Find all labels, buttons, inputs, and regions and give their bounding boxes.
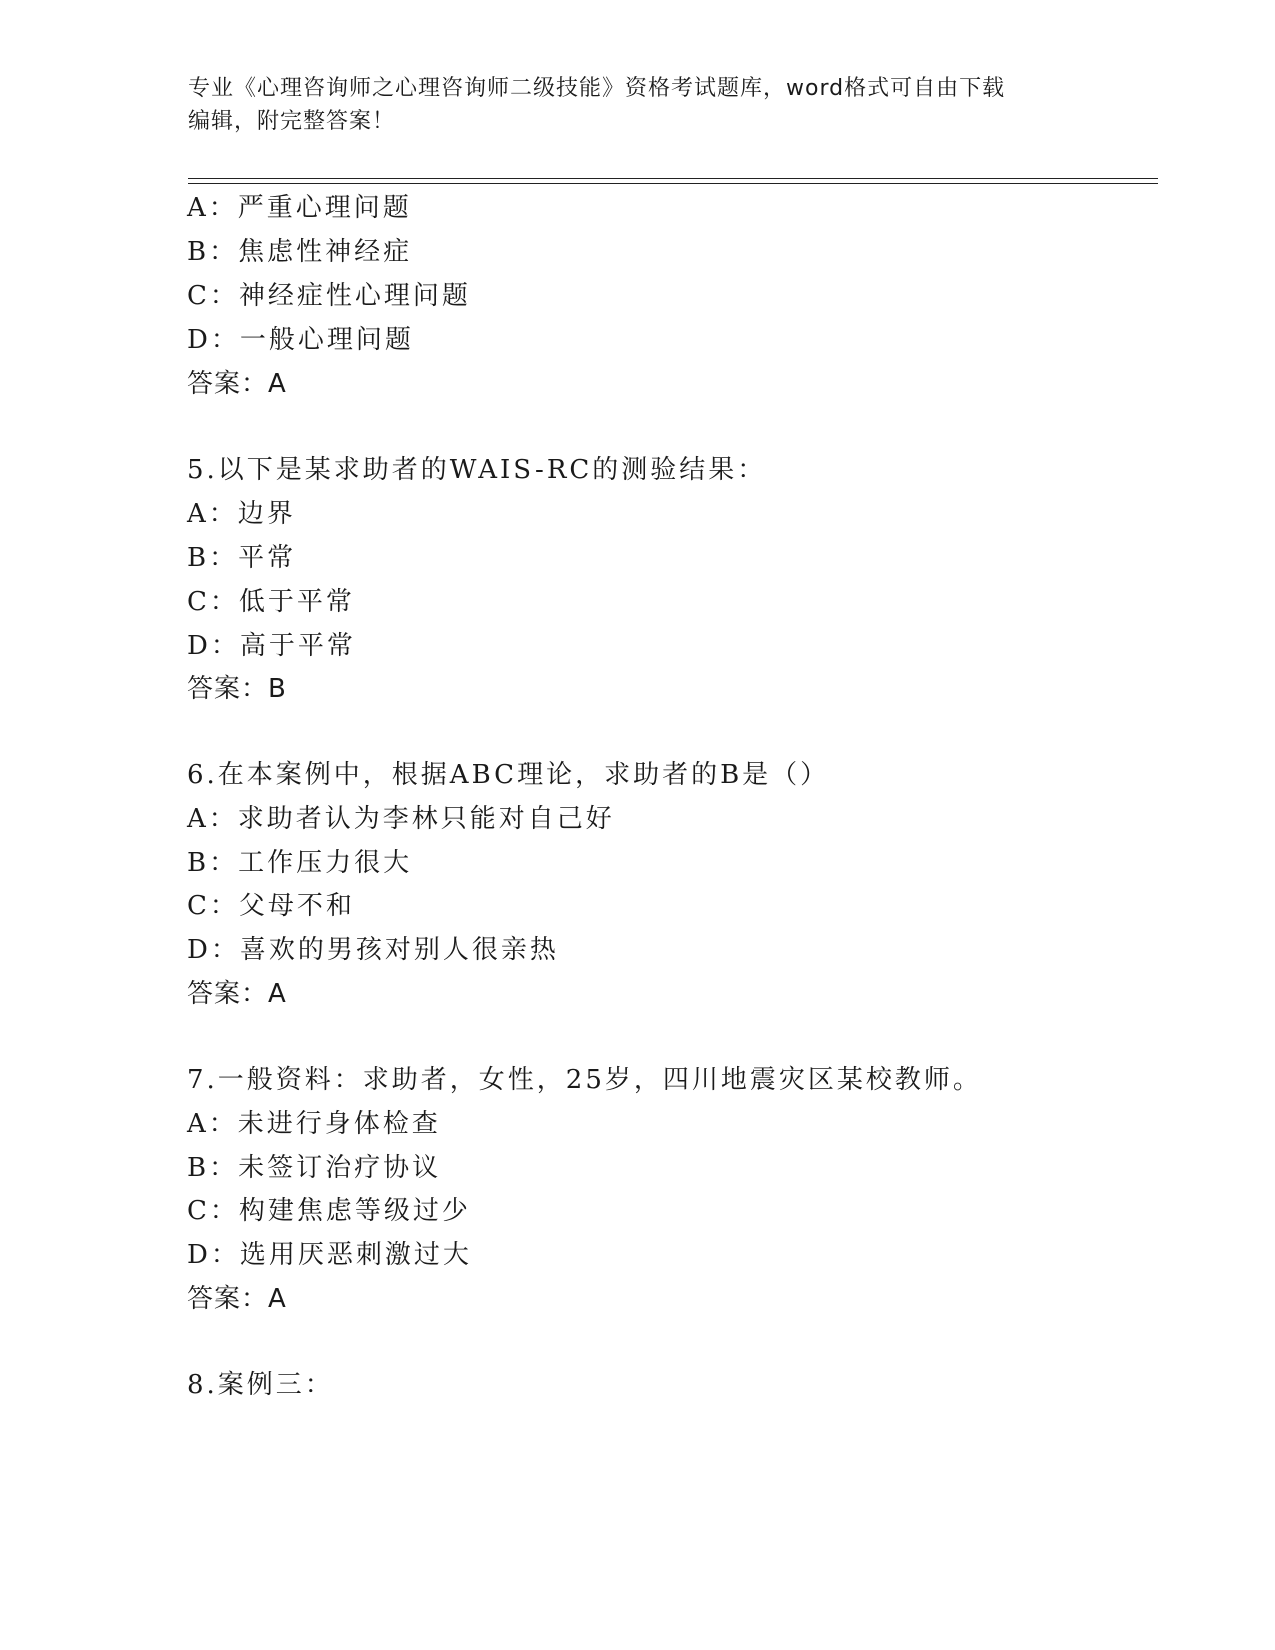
q5-answer: 答案：B	[187, 674, 287, 704]
q4-option-b: B：焦虑性神经症	[187, 237, 413, 267]
q6-option-d: D：喜欢的男孩对别人很亲热	[187, 935, 559, 965]
q7-option-a: A：未进行身体检查	[187, 1109, 441, 1139]
q7-question: 7.一般资料：求助者，女性，25岁，四川地震灾区某校教师。	[187, 1065, 982, 1095]
header-divider-bottom	[188, 183, 1158, 184]
q4-option-c: C：神经症性心理问题	[187, 281, 471, 311]
q7-option-b: B：未签订治疗协议	[187, 1153, 442, 1183]
header-line-2: 编辑，附完整答案！	[188, 109, 396, 134]
q6-option-c: C：父母不和	[187, 891, 355, 921]
document-header	[188, 72, 1088, 138]
q6-option-a: A：求助者认为李林只能对自己好	[187, 804, 615, 834]
q4-option-d: D：一般心理问题	[187, 325, 414, 355]
header-line-1: 专业《心理咨询师之心理咨询师二级技能》资格考试题库，word格式可自由下载	[188, 76, 1006, 101]
q7-answer: 答案：A	[187, 1284, 287, 1314]
q7-option-c: C：构建焦虑等级过少	[187, 1196, 471, 1226]
q5-option-b: B：平常	[187, 543, 297, 573]
q5-question: 5.以下是某求助者的WAIS-RC的测验结果：	[187, 455, 767, 485]
q6-question: 6.在本案例中，根据ABC理论，求助者的B是（）	[187, 760, 830, 790]
q8-question: 8.案例三：	[187, 1370, 334, 1400]
q7-option-d: D：选用厌恶刺激过大	[187, 1240, 472, 1270]
header-divider-top	[188, 178, 1158, 179]
q6-option-b: B：工作压力很大	[187, 848, 413, 878]
q5-option-a: A：边界	[187, 499, 296, 529]
q5-option-d: D：高于平常	[187, 631, 356, 661]
q4-answer: 答案：A	[187, 369, 287, 399]
q6-answer: 答案：A	[187, 979, 287, 1009]
q4-option-a: A：严重心理问题	[187, 193, 412, 223]
q5-option-c: C：低于平常	[187, 587, 355, 617]
